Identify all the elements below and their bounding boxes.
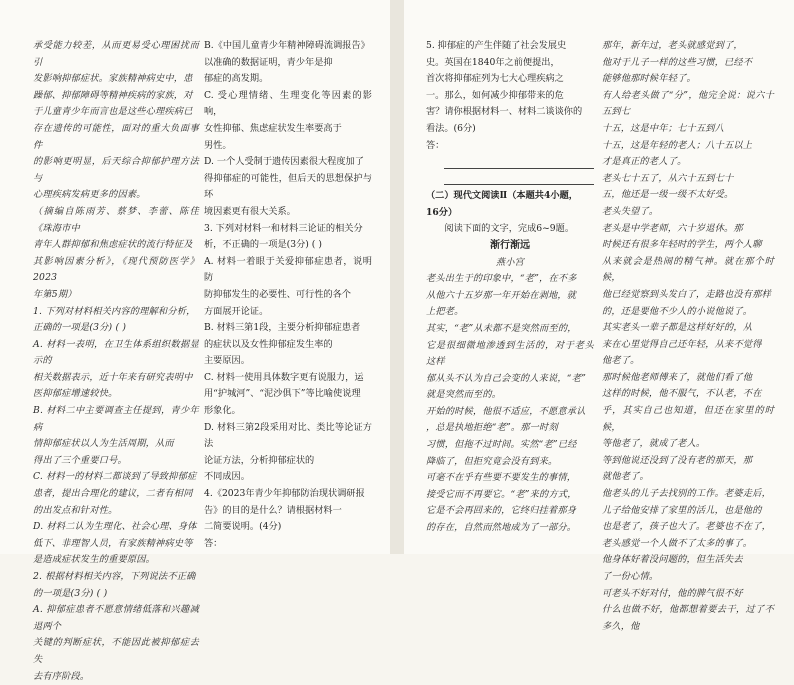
text-line: 从他六十五岁那一年开始在剥地，就	[426, 289, 577, 301]
text-line: 可老头不好对付，他的脾气很不好	[602, 587, 743, 599]
text-line: 它是不会再回来的，它终归挂着那身	[426, 505, 577, 517]
left-page	[0, 0, 390, 682]
text-line: 看法。(6分)	[426, 122, 476, 134]
text-line: 乎，其实自己也知道，但还在家里的时候，	[602, 405, 774, 433]
text-line: A. 抑郁症患者不愿意情绪低落和兴趣减退两个	[33, 604, 199, 632]
text-line: 十五，这是中年；七十五到八	[602, 122, 725, 134]
text-line: 得抑郁症的可能性，但后天的思想保护与环	[204, 172, 372, 201]
text-line: 害？请你根据材料一、材料二谈谈你的	[426, 106, 583, 118]
text-line: 老头是中学老师，六十岁退休。那	[602, 222, 743, 234]
text-line: 存在遗传的可能性，面对的重大负面事件	[33, 122, 199, 151]
text-line: 年第5期）	[33, 288, 77, 300]
text-line: 了一份心情。	[602, 571, 659, 582]
text-line: 就他老了。	[602, 471, 649, 483]
text-line: 的存在，自然而然地成为了一部分。	[426, 522, 577, 534]
text-line: 五，他还是一级一级不太好受。	[602, 189, 734, 201]
text-line: 他已经觉察到头发白了，走路也没有那样	[602, 288, 771, 300]
text-line: 情抑郁症状以人为生活周期，从而	[33, 438, 174, 450]
text-line: 老头出生于的印象中，“老”，在不多	[426, 273, 577, 285]
text-line: 他老了。	[602, 355, 640, 367]
text-line: 得出了三个重要口号。	[33, 454, 127, 466]
text-line: 躁郁、抑郁障碍等精神疾病的家族，对	[33, 89, 193, 101]
text-line: 能够他那时候年轻了。	[602, 73, 696, 85]
text-line: 答：	[204, 537, 223, 549]
text-line: 的影响更明显，后天综合抑郁护理方法与	[33, 156, 199, 184]
text-line: 5. 抑郁症的产生伴随了社会发展史	[426, 40, 567, 51]
text-line: 女性抑郁、焦虑症状发生率要高于	[204, 122, 342, 134]
text-line: 他老头的儿子去找别的工作。老婆走后，	[602, 488, 771, 500]
text-line: 医抑郁症增速较快。	[33, 388, 118, 400]
text-line: 史。英国在1840年之前便提出，	[426, 56, 560, 68]
answer-line[interactable]	[444, 172, 594, 185]
text-line: C. 材料一使用具体数字更有说服力，运	[204, 371, 364, 383]
text-line: D. 一个人受制于遗传因素很大程度加了	[204, 156, 364, 168]
text-line: A. 材料一着眼于关爱抑郁症患者，说明防	[204, 255, 372, 284]
text-line: 的症状以及女性抑郁症发生率的	[204, 338, 333, 350]
text-line: 其实老头一辈子都是这样好好的，从	[602, 322, 753, 334]
text-line: 析，不正确的一项是(3分) ( )	[204, 239, 322, 251]
text-line: 老头失望了。	[602, 205, 659, 217]
text-line: 心理疾病发病更多的因素。	[33, 189, 146, 201]
text-line: 其影响因素分析》，《现代预防医学》2023	[33, 255, 199, 284]
text-line: D. 材料三第2段采用对比、类比等论证方法	[204, 421, 372, 450]
text-line: 这样的时候，他不服气，不认老，不在	[602, 388, 762, 400]
text-line: 首次将抑郁症列为七大心理疾病之	[426, 73, 564, 85]
text-line: 一。那么，如何减少抑郁带来的危	[426, 89, 564, 101]
text-line: 3. 下列对材料一和材料三论证的相关分	[204, 222, 363, 234]
text-line: 于儿童青少年而言也是这些心理疾病已	[33, 106, 193, 118]
right-column-1	[426, 38, 594, 537]
text-line: 习惯，但拖不过时间。实然“老”已经	[426, 439, 577, 451]
text-line: 低下、非理智人员，有家族精神病史等	[33, 537, 193, 549]
text-line: 发影响抑郁症状。家族精神病史中，患	[33, 73, 193, 85]
text-line: 儿子给他安排了家里的活儿，也是他的	[602, 504, 762, 516]
text-line: 也是老了，孩子也大了。老婆也不在了，	[602, 521, 771, 533]
instruction: 阅读下面的文字，完成6~9题。	[444, 223, 575, 235]
text-line: 老头感觉一个人做不了太多的事了。	[602, 537, 753, 549]
text-line: 方面展开论证。	[204, 305, 269, 317]
text-line: 郁症的高发期。	[204, 73, 269, 85]
text-line: 那年，新年过，老头就感觉到了，	[602, 40, 743, 51]
text-line: （摘编自陈雨芳、蔡梦、李蕾、陈佳《珠海市中	[33, 205, 199, 234]
text-line: 有人给老头做了“分”，他完全说：说六十五到七	[602, 89, 774, 118]
answer-line[interactable]	[444, 156, 594, 169]
text-line: 二简要说明。(4分)	[204, 521, 282, 533]
text-line: B. 材料二中主要调查主任提到，青少年病	[33, 405, 199, 433]
text-line: 是造成症状发生的重要原因。	[33, 554, 156, 566]
text-line: 郁从头不认为自己会变的人来说，“老”	[426, 372, 586, 384]
text-line: 正确的一项是(3分) ( )	[33, 322, 127, 334]
text-line: 时候还有很多年轻时的学生，两个人聊	[602, 239, 762, 251]
text-line: 从来就会是热闹的精气神。就在那个时候，	[602, 255, 774, 284]
text-line: 答：	[426, 139, 445, 151]
left-column-1	[33, 38, 199, 685]
text-line: 以准确的数据证明，青少年是抑	[204, 56, 333, 68]
text-line: 不同成因。	[204, 471, 250, 483]
text-line: ，总是执地拒绝“老”。那一时刻	[426, 422, 558, 434]
text-line: A. 材料一表明，在卫生体系组织数据显示的	[33, 338, 199, 367]
text-line: 4.《2023年青少年抑郁防治现状调研报	[204, 488, 365, 500]
text-line: C. 材料一的材料二都谈到了导致抑郁症	[33, 471, 197, 483]
text-line: 他身体好着没问题的，但生活失去	[602, 554, 743, 566]
text-line: 2. 根据材料相关内容，下列说法不正确	[33, 571, 196, 582]
text-line: 相关数据表示，近十年来有研究表明中	[33, 371, 193, 383]
text-line: 用“护城河”、“泥沙俱下”等比喻使说理	[204, 388, 361, 400]
text-line: 1. 下列对材料相关内容的理解和分析，	[33, 305, 196, 317]
section-header: （二）现代文阅读Ⅱ（本题共4小题，	[426, 190, 578, 202]
text-line: 等到他说还没到了没有老的那天，那	[602, 454, 753, 466]
text-line: 的一项是(3分) ( )	[33, 587, 108, 599]
right-page	[404, 0, 794, 632]
text-line: 关键的判断症状，不能因此被抑郁症去失	[33, 637, 199, 665]
text-line: 防抑郁发生的必要性、可行性的各个	[204, 288, 351, 300]
text-line: 它是很细微地渗透到生活的，对于老头这样	[426, 339, 594, 368]
text-line: 接受它而不再要它。“老”来的方式，	[426, 488, 577, 500]
text-line: 十五，这是年轻的老人；八十五以上	[602, 139, 753, 151]
text-line: 承受能力较差，从而更易受心理困扰而引	[33, 40, 199, 68]
text-line: 男性。	[204, 139, 232, 151]
text-line: B. 材料三第1段，主要分析抑郁症患者	[204, 322, 361, 334]
text-line: 其实，“老”从未都不是突然而至的，	[426, 322, 577, 334]
page-gutter	[390, 0, 404, 554]
text-line: 上把老。	[426, 306, 464, 318]
text-line: 老头七十五了，从六十五到七十	[602, 172, 734, 184]
text-line: 的出发点和针对性。	[33, 504, 118, 516]
text-line: D. 材料二认为生理化、社会心理、身体	[33, 521, 197, 533]
left-column-2	[204, 38, 372, 552]
text-line: 什么也做不好，他都想着要去干，过了不多久，他	[602, 604, 774, 632]
text-line: 来在心里觉得自己还年轻，从来不觉得	[602, 338, 762, 350]
text-line: 论证方法，分析抑郁症状的	[204, 454, 315, 466]
text-line: 开始的时候，他很不适应，不愿意承认	[426, 405, 586, 417]
text-line: B.《中国儿童青少年精神障碍流调报告》	[204, 40, 370, 51]
text-line: 那时候他老师傅来了，就他们看了他	[602, 371, 753, 383]
text-line: 可毫不在乎有些要不要发生的事情，	[426, 472, 577, 484]
section-header-points: 16分）	[426, 206, 458, 218]
text-line: 患者，提出合理化的建议，二者有相同	[33, 488, 193, 500]
story-author: 燕小宫	[495, 256, 525, 268]
story-title: 渐行渐远	[490, 239, 530, 251]
text-line: 才是真正的老人了。	[602, 156, 687, 168]
text-line: 就是突然而至的。	[426, 389, 502, 401]
text-line: 形象化。	[204, 405, 241, 417]
text-line: 青年人群抑郁和焦虑症状的流行特征及	[33, 239, 193, 251]
text-line: C. 受心理情绪、生理变化等因素的影响，	[204, 89, 372, 118]
text-line: 降临了，但拒究竟会没有到来。	[426, 455, 558, 467]
text-line: 等他老了，就成了老人。	[602, 438, 706, 450]
text-line: 的，还是要他不少人的小说他说了。	[602, 305, 753, 317]
text-line: 他对于儿子一样的这些习惯，已经不	[602, 56, 753, 68]
text-line: 告》的目的是什么？请根据材料一	[204, 504, 342, 516]
right-column-2	[602, 38, 774, 635]
text-line: 主要原因。	[204, 355, 250, 367]
text-line: 去有序阶段。	[33, 670, 90, 682]
text-line: 境因素更有很大关系。	[204, 205, 296, 217]
